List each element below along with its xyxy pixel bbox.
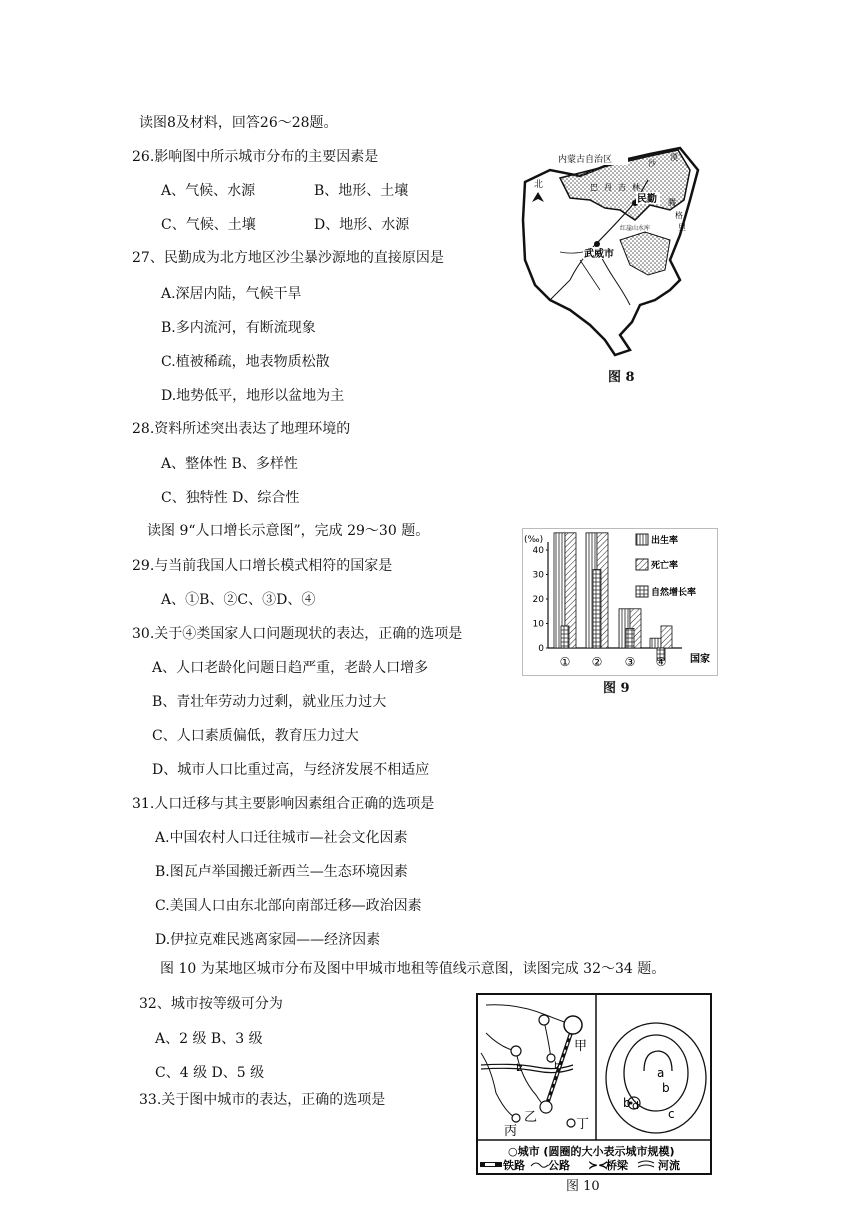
city-marker xyxy=(547,1054,555,1062)
bar-natural-growth xyxy=(626,628,634,648)
q27-option-b: B.多内流河，有断流现象 xyxy=(161,320,316,336)
q32-stem: 32、城市按等级可分为 xyxy=(139,996,283,1012)
chart9-unit: (‰) xyxy=(524,535,544,545)
contour-label-b: b xyxy=(662,1081,670,1095)
figure-8-map xyxy=(520,140,705,360)
desert-char-3: 吉 xyxy=(618,183,626,192)
legend-bridge-icon: ≻≺ xyxy=(588,1158,609,1172)
figure-8-caption: 图 8 xyxy=(608,370,635,385)
q31-option-c: C.美国人口由东北部向南部迁移—政治因素 xyxy=(155,898,422,914)
legend-swatch-birth xyxy=(636,534,648,545)
desert-char-6: 漠 xyxy=(670,153,678,162)
legend-bridge: 桥梁 xyxy=(606,1159,628,1172)
city-marker xyxy=(511,1046,521,1056)
q28-options-ab: A、整体性 B、多样性 xyxy=(161,456,298,472)
contour-label-b2: b xyxy=(623,1096,631,1110)
desert-char-9: 里 xyxy=(678,223,686,232)
q29-options: A、①B、②C、③D、④ xyxy=(161,592,316,608)
q28-stem: 28.资料所述突出表达了地理环境的 xyxy=(132,421,351,437)
q31-option-a: A.中国农村人口迁往城市—社会文化因素 xyxy=(155,830,408,846)
y-tick-label: 10 xyxy=(532,619,544,630)
q26-stem: 26.影响图中所示城市分布的主要因素是 xyxy=(132,149,379,165)
north-label: 北 xyxy=(534,180,544,190)
q27-stem: 27、民勤成为北方地区沙尘暴沙源地的直接原因是 xyxy=(132,250,444,266)
q26-option-a: A、气候、水源 xyxy=(161,183,256,199)
legend-swatch-death xyxy=(636,559,648,570)
contour-label-c: c xyxy=(668,1107,675,1121)
city-wuwei-marker xyxy=(594,241,600,247)
q29-stem: 29.与当前我国人口增长模式相符的国家是 xyxy=(132,558,393,574)
q31-stem: 31.人口迁移与其主要影响因素组合正确的选项是 xyxy=(132,796,435,812)
city-marker xyxy=(539,1015,549,1025)
q32-options-ab: A、2 级 B、3 级 xyxy=(155,1031,263,1047)
desert-char-7: 腾 xyxy=(668,198,676,207)
q30-option-b: B、青壮年劳动力过剩，就业压力过大 xyxy=(152,694,387,710)
reservoir-label: 红崖山水库 xyxy=(620,225,651,232)
bar-natural-growth xyxy=(593,570,601,648)
q30-option-c: C、人口素质偏低，教育压力过大 xyxy=(152,728,359,744)
contour-label-d: d xyxy=(632,1099,639,1112)
desert-char-2: 丹 xyxy=(604,183,612,192)
legend-birth: 出生率 xyxy=(651,536,679,546)
desert-char-8: 格 xyxy=(675,211,683,220)
desert-char-5: 沙 xyxy=(648,159,656,168)
x-tick-label: ① xyxy=(559,655,571,669)
q31-option-b: B.图瓦卢举国搬迁新西兰—生态环境因素 xyxy=(155,864,408,880)
q26-option-c: C、气候、土壤 xyxy=(161,217,256,233)
city-minqin-label: 民勤 xyxy=(637,194,657,205)
figure-9-chart xyxy=(522,528,718,676)
y-tick-label: 0 xyxy=(538,644,544,654)
city-yi-marker xyxy=(540,1101,552,1113)
legend-city: ○城市 (圆圈的大小表示城市规模) xyxy=(508,1145,675,1158)
city-jia-label: 甲 xyxy=(574,1039,588,1054)
city-bing-label: 丙 xyxy=(504,1124,518,1139)
y-tick-label: 20 xyxy=(532,595,544,605)
q27-option-c: C.植被稀疏，地表物质松散 xyxy=(161,354,330,370)
region-label: 内蒙古自治区 xyxy=(558,155,613,165)
bar-natural-growth xyxy=(561,626,569,648)
city-ding-marker xyxy=(567,1119,575,1127)
figure-9-caption: 图 9 xyxy=(603,681,630,696)
intro-fig8: 读图8及材料，回答26～28题。 xyxy=(139,115,338,131)
city-wuwei-label: 武威市 xyxy=(584,249,614,260)
x-tick-label: ③ xyxy=(624,655,636,669)
q26-option-b: B、地形、土壤 xyxy=(314,183,409,199)
bridge-icon: ʫ xyxy=(554,1061,561,1072)
legend-river: 河流 xyxy=(658,1159,680,1172)
x-tick-label: ④ xyxy=(655,655,667,669)
q32-options-cd: C、4 级 D、5 级 xyxy=(155,1065,265,1081)
q30-stem: 30.关于④类国家人口问题现状的表达，正确的选项是 xyxy=(132,626,463,642)
legend-railway: 铁路 xyxy=(503,1159,525,1172)
figure-10 xyxy=(476,993,712,1175)
chart9-xlabel: 国家 xyxy=(690,654,710,665)
city-yi-label: 乙 xyxy=(524,1110,538,1125)
bridge-icon: ʫ xyxy=(516,1063,523,1074)
contour-label-a: a xyxy=(657,1066,665,1080)
q27-option-a: A.深居内陆，气候干旱 xyxy=(161,286,302,302)
legend-road: 公路 xyxy=(548,1159,570,1172)
q26-option-d: D、地形、水源 xyxy=(314,217,410,233)
legend-swatch-natural xyxy=(636,586,648,597)
q30-option-d: D、城市人口比重过高，与经济发展不相适应 xyxy=(152,762,430,778)
x-tick-label: ② xyxy=(591,655,603,669)
bar-birth-rate xyxy=(650,638,661,648)
desert-char-4: 林 xyxy=(632,183,640,192)
bar-death-rate xyxy=(661,626,672,648)
desert-char-1: 巴 xyxy=(590,183,598,192)
intro-fig9: 读图 9“人口增长示意图”，完成 29～30 题。 xyxy=(147,523,430,539)
legend-death: 死亡率 xyxy=(651,561,679,571)
q31-option-d: D.伊拉克难民逃离家园——经济因素 xyxy=(155,932,381,948)
intro-fig10: 图 10 为某地区城市分布及图中甲城市地租等值线示意图，读图完成 32～34 题。 xyxy=(160,961,666,977)
y-tick-label: 40 xyxy=(532,546,544,556)
city-jia-marker xyxy=(564,1016,582,1034)
q33-stem: 33.关于图中城市的表达，正确的选项是 xyxy=(139,1092,386,1108)
figure-10-caption: 图 10 xyxy=(566,1179,600,1194)
city-bing-marker xyxy=(512,1114,520,1122)
q28-options-cd: C、独特性 D、综合性 xyxy=(161,490,300,506)
q27-option-d: D.地势低平，地形以盆地为主 xyxy=(161,388,345,404)
legend-natural: 自然增长率 xyxy=(651,588,697,598)
y-tick-label: 30 xyxy=(532,570,544,581)
city-ding-label: 丁 xyxy=(576,1117,590,1132)
q30-option-a: A、人口老龄化问题日趋严重，老龄人口增多 xyxy=(152,660,429,676)
